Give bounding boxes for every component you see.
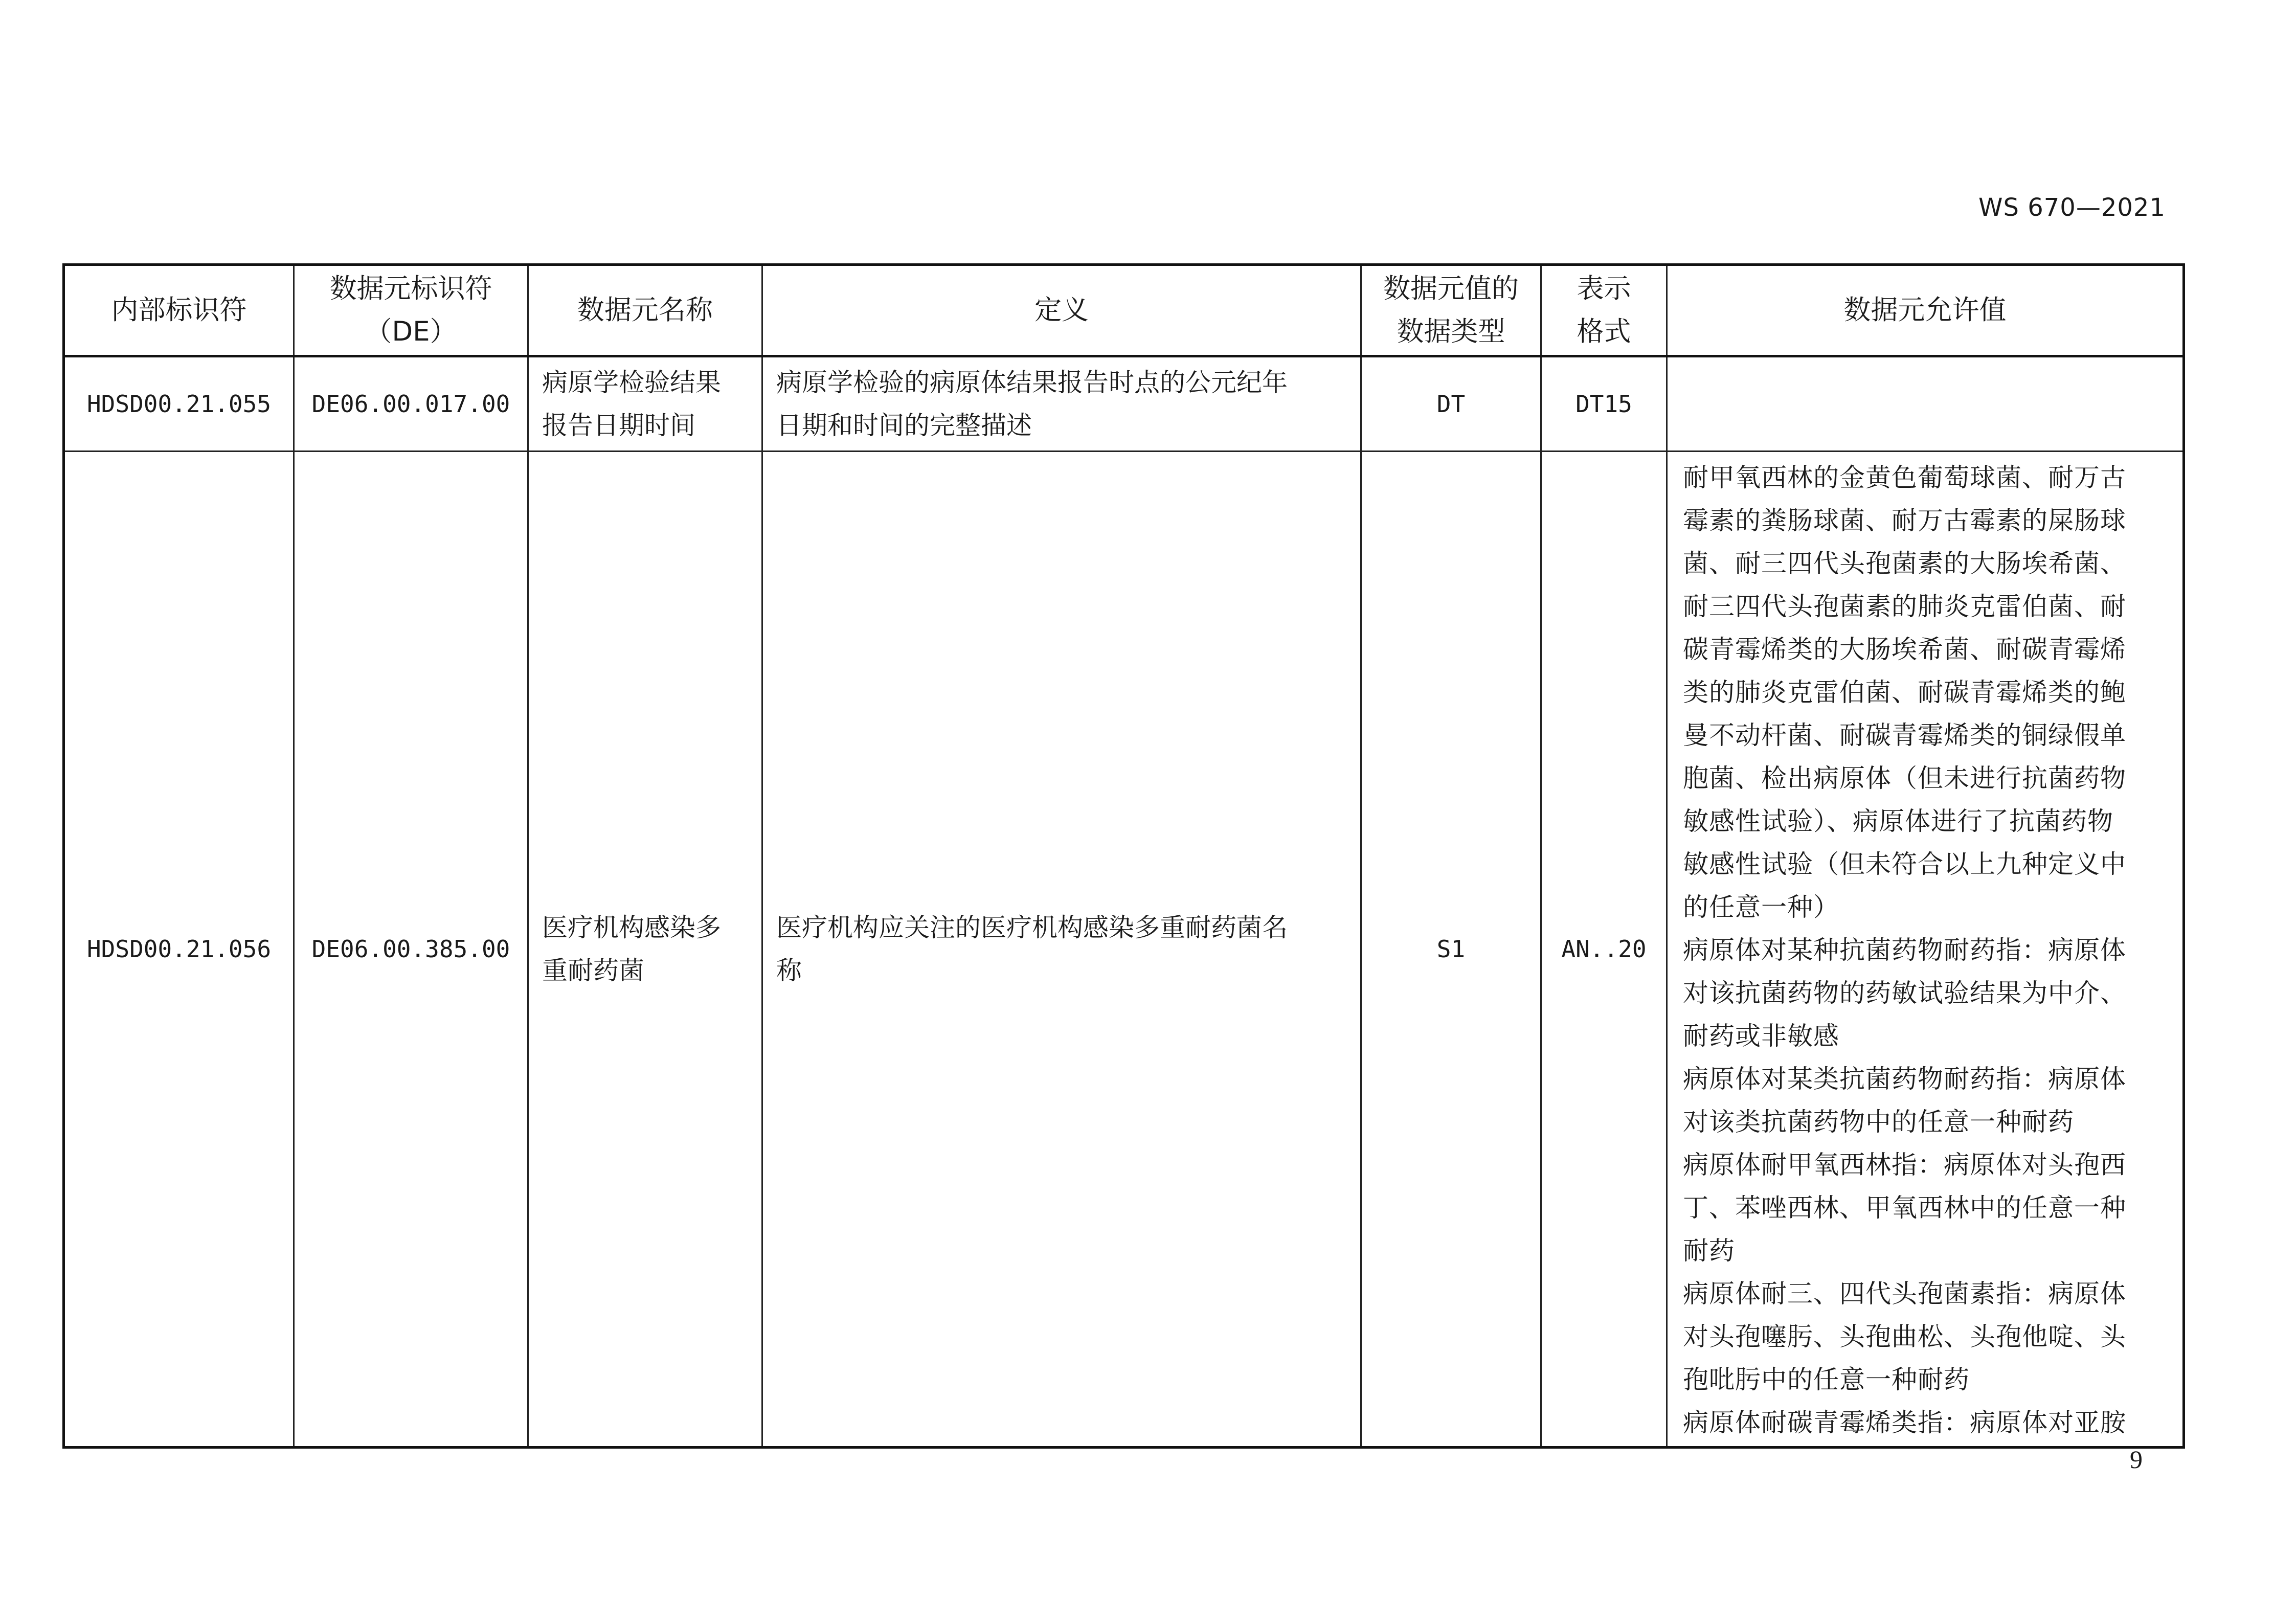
allowed-value-line: 丁、苯唑西林、甲氧西林中的任意一种	[1683, 1193, 2126, 1223]
cell-definition-line: 病原学检验的病原体结果报告时点的公元纪年	[776, 368, 1288, 397]
header-de-id-line2: （DE）	[365, 316, 457, 347]
allowed-value-line: 碳青霉烯类的大肠埃希菌、耐碳青霉烯	[1683, 635, 2126, 664]
allowed-value-line: 病原体对某种抗菌药物耐药指：病原体	[1683, 935, 2126, 965]
cell-allowed-values	[1667, 452, 2184, 1448]
data-element-table	[62, 263, 2185, 1449]
header-name: 数据元名称	[528, 265, 762, 356]
allowed-value-line: 曼不动杆菌、耐碳青霉烯类的铜绿假单	[1683, 720, 2126, 750]
cell-format: DT15	[1541, 356, 1667, 452]
allowed-value-line: 病原体对某类抗菌药物耐药指：病原体	[1683, 1064, 2126, 1094]
cell-name	[528, 356, 762, 452]
cell-definition	[762, 452, 1361, 1448]
cell-internal-id: HDSD00.21.056	[64, 452, 294, 1448]
allowed-value-line: 对该类抗菌药物中的任意一种耐药	[1683, 1107, 2074, 1137]
allowed-value-line: 霉素的粪肠球菌、耐万古霉素的屎肠球	[1683, 506, 2126, 535]
cell-name-line: 医疗机构感染多	[542, 913, 721, 942]
cell-internal-id: HDSD00.21.055	[64, 356, 294, 452]
allowed-value-line: 菌、耐三四代头孢菌素的大肠埃希菌、	[1683, 549, 2126, 578]
cell-allowed-values	[1667, 356, 2184, 452]
cell-de-id: DE06.00.017.00	[294, 356, 528, 452]
allowed-value-line: 敏感性试验）、病原体进行了抗菌药物	[1683, 806, 2113, 836]
allowed-value-line: 对该抗菌药物的药敏试验结果为中介、	[1683, 978, 2126, 1008]
cell-datatype: DT	[1361, 356, 1541, 452]
header-format-line2: 格式	[1577, 316, 1631, 347]
cell-definition-line: 称	[776, 956, 802, 985]
cell-de-id: DE06.00.385.00	[294, 452, 528, 1448]
header-internal-id: 内部标识符	[64, 265, 294, 356]
allowed-value-line: 耐药或非敏感	[1683, 1021, 1839, 1051]
allowed-value-line: 病原体耐碳青霉烯类指：病原体对亚胺	[1683, 1408, 2126, 1437]
table-row	[64, 356, 2184, 452]
allowed-value-line: 敏感性试验（但未符合以上九种定义中	[1683, 849, 2126, 879]
header-allowed-values: 数据元允许值	[1667, 265, 2184, 356]
header-de-id-line1: 数据元标识符	[329, 273, 492, 304]
allowed-value-line: 类的肺炎克雷伯菌、耐碳青霉烯类的鲍	[1683, 678, 2126, 707]
cell-format: AN..20	[1541, 452, 1667, 1448]
cell-name-line: 病原学检验结果	[542, 368, 721, 397]
allowed-value-line: 病原体耐甲氧西林指：病原体对头孢西	[1683, 1150, 2126, 1180]
header-datatype-line1: 数据元值的	[1383, 273, 1519, 304]
header-format-line1: 表示	[1577, 273, 1631, 304]
cell-definition	[762, 356, 1361, 452]
allowed-value-line: 对头孢噻肟、头孢曲松、头孢他啶、头	[1683, 1322, 2126, 1351]
cell-definition-line: 日期和时间的完整描述	[776, 411, 1032, 440]
allowed-value-line: 耐药	[1683, 1236, 1735, 1266]
header-datatype-line2: 数据类型	[1397, 316, 1505, 347]
table-header-row	[64, 265, 2184, 356]
header-de-id	[294, 265, 528, 356]
cell-definition-line: 医疗机构应关注的医疗机构感染多重耐药菌名	[776, 913, 1288, 942]
allowed-value-line: 孢吡肟中的任意一种耐药	[1683, 1365, 1970, 1394]
header-definition: 定义	[762, 265, 1361, 356]
standard-code: WS 670—2021	[1978, 193, 2166, 222]
cell-name	[528, 452, 762, 1448]
header-datatype	[1361, 265, 1541, 356]
cell-name-line: 重耐药菌	[542, 956, 644, 985]
allowed-value-line: 的任意一种）	[1683, 892, 1839, 922]
cell-name-line: 报告日期时间	[542, 411, 695, 440]
cell-datatype: S1	[1361, 452, 1541, 1448]
header-format	[1541, 265, 1667, 356]
allowed-value-line: 耐甲氧西林的金黄色葡萄球菌、耐万古	[1683, 463, 2126, 492]
table-row	[64, 452, 2184, 1448]
allowed-value-line: 耐三四代头孢菌素的肺炎克雷伯菌、耐	[1683, 592, 2126, 621]
allowed-value-line: 病原体耐三、四代头孢菌素指：病原体	[1683, 1279, 2126, 1309]
allowed-value-line: 胞菌、检出病原体（但未进行抗菌药物	[1683, 763, 2126, 793]
page-number: 9	[2130, 1445, 2143, 1474]
